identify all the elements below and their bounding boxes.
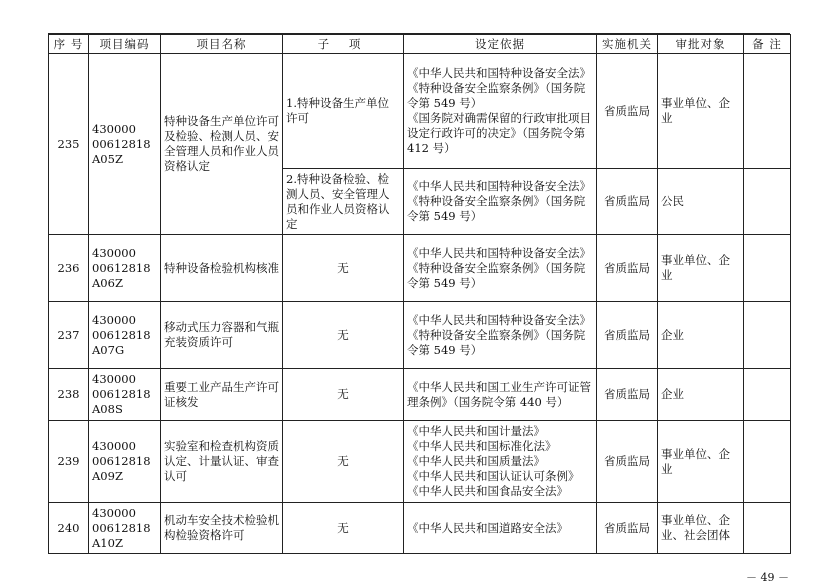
row-code bbox=[89, 54, 161, 235]
row-no: 239 bbox=[49, 421, 89, 503]
row-basis bbox=[404, 503, 597, 554]
row-agency: 省质监局 bbox=[597, 169, 658, 235]
basis-line: 《国务院对确需保留的行政审批项目设定行政许可的决定》（国务院令第 412 号） bbox=[407, 111, 591, 155]
row-remark bbox=[744, 302, 791, 369]
header-row bbox=[49, 35, 791, 54]
basis-line: 《中华人民共和国道路安全法》 bbox=[407, 520, 568, 535]
row-sub: 无 bbox=[283, 235, 404, 302]
row-target: 事业单位、企业 bbox=[658, 235, 744, 302]
basis-line: 《中华人民共和国特种设备安全法》 bbox=[407, 245, 591, 260]
table-row bbox=[49, 369, 791, 421]
row-agency: 省质监局 bbox=[597, 235, 658, 302]
code-line: 430000 bbox=[92, 505, 136, 520]
row-basis bbox=[404, 369, 597, 421]
row-code bbox=[89, 235, 161, 302]
row-remark bbox=[744, 421, 791, 503]
code-line: 00612818 bbox=[92, 260, 151, 275]
row-remark bbox=[744, 503, 791, 554]
row-agency: 省质监局 bbox=[597, 54, 658, 169]
basis-line: 《特种设备安全监察条例》（国务院令第 549 号） bbox=[407, 327, 586, 357]
row-name: 特种设备检验机构核准 bbox=[161, 235, 283, 302]
row-no: 235 bbox=[49, 54, 89, 235]
row-sub: 无 bbox=[283, 421, 404, 503]
table-row bbox=[49, 235, 791, 302]
code-line: A10Z bbox=[92, 535, 123, 550]
row-name: 重要工业产品生产许可证核发 bbox=[161, 369, 283, 421]
basis-line: 《中华人民共和国认证认可条例》 bbox=[407, 469, 580, 483]
header-basis: 设定依据 bbox=[404, 35, 597, 54]
row-agency: 省质监局 bbox=[597, 503, 658, 554]
table-row bbox=[49, 54, 791, 169]
basis-line: 《中华人民共和国食品安全法》 bbox=[407, 484, 568, 498]
row-sub: 2.特种设备检验、检测人员、安全管理人员和作业人员资格认定 bbox=[283, 169, 404, 235]
basis-line: 《中华人民共和国质量法》 bbox=[407, 454, 545, 468]
code-line: 00612818 bbox=[92, 520, 151, 535]
code-line: A08S bbox=[92, 402, 123, 416]
code-line: 430000 bbox=[92, 245, 136, 260]
basis-line: 《中华人民共和国标准化法》 bbox=[407, 439, 557, 453]
row-basis bbox=[404, 169, 597, 235]
row-code bbox=[89, 503, 161, 554]
row-target: 事业单位、企业、社会团体 bbox=[658, 503, 744, 554]
basis-line: 《中华人民共和国计量法》 bbox=[407, 424, 545, 438]
row-target: 事业单位、企业 bbox=[658, 54, 744, 169]
row-remark bbox=[744, 169, 791, 235]
row-basis bbox=[404, 421, 597, 503]
basis-line: 《中华人民共和国特种设备安全法》 bbox=[407, 179, 591, 193]
row-no: 236 bbox=[49, 235, 89, 302]
row-target: 事业单位、企业 bbox=[658, 421, 744, 503]
row-remark bbox=[744, 54, 791, 169]
code-line: 00612818 bbox=[92, 387, 151, 401]
row-no: 240 bbox=[49, 503, 89, 554]
row-sub: 无 bbox=[283, 302, 404, 369]
row-basis bbox=[404, 54, 597, 169]
row-remark bbox=[744, 235, 791, 302]
code-line: A06Z bbox=[92, 275, 123, 290]
header-agency: 实施机关 bbox=[597, 35, 658, 54]
header-code: 项目编码 bbox=[89, 35, 161, 54]
table-row bbox=[49, 503, 791, 554]
row-agency: 省质监局 bbox=[597, 302, 658, 369]
page-number: － 49 － bbox=[746, 571, 789, 584]
row-target: 企业 bbox=[658, 369, 744, 421]
row-no: 238 bbox=[49, 369, 89, 421]
row-no: 237 bbox=[49, 302, 89, 369]
basis-line: 《中华人民共和国特种设备安全法》 bbox=[407, 312, 591, 327]
row-name: 特种设备生产单位许可及检验、检测人员、安全管理人员和作业人员资格认定 bbox=[161, 54, 283, 235]
header-name: 项目名称 bbox=[161, 35, 283, 54]
approval-items-table bbox=[48, 34, 791, 554]
header-sub: 子 项 bbox=[283, 35, 404, 54]
basis-line: 《特种设备安全监察条例》（国务院令第 549 号） bbox=[407, 260, 586, 290]
table-row bbox=[49, 302, 791, 369]
code-line: 00612818 bbox=[92, 454, 151, 468]
basis-line: 《中华人民共和国特种设备安全法》 bbox=[407, 66, 591, 80]
row-name: 实验室和检查机构资质认定、计量认证、审查认可 bbox=[161, 421, 283, 503]
row-code bbox=[89, 302, 161, 369]
code-line: 430000 bbox=[92, 439, 136, 453]
header-no: 序 号 bbox=[49, 35, 89, 54]
row-sub: 无 bbox=[283, 503, 404, 554]
code-line: A09Z bbox=[92, 469, 123, 483]
row-target: 企业 bbox=[658, 302, 744, 369]
row-agency: 省质监局 bbox=[597, 369, 658, 421]
row-name: 机动车安全技术检验机构检验资格许可 bbox=[161, 503, 283, 554]
row-code bbox=[89, 369, 161, 421]
table-row bbox=[49, 421, 791, 503]
row-target: 公民 bbox=[658, 169, 744, 235]
header-remark: 备 注 bbox=[744, 35, 791, 54]
row-sub: 无 bbox=[283, 369, 404, 421]
row-agency: 省质监局 bbox=[597, 421, 658, 503]
header-target: 审批对象 bbox=[658, 35, 744, 54]
row-name: 移动式压力容器和气瓶充装资质许可 bbox=[161, 302, 283, 369]
row-basis bbox=[404, 302, 597, 369]
code-line: 430000 bbox=[92, 372, 136, 386]
basis-line: 《特种设备安全监察条例》（国务院令第 549 号） bbox=[407, 81, 586, 110]
code-line: A05Z bbox=[92, 151, 123, 166]
code-line: 430000 bbox=[92, 121, 136, 136]
row-basis bbox=[404, 235, 597, 302]
code-line: 00612818 bbox=[92, 327, 151, 342]
basis-line: 《中华人民共和国工业生产许可证管理条例》（国务院令第 440 号） bbox=[407, 379, 591, 409]
code-line: 430000 bbox=[92, 312, 136, 327]
code-line: 00612818 bbox=[92, 136, 151, 151]
basis-line: 《特种设备安全监察条例》（国务院令第 549 号） bbox=[407, 194, 586, 223]
row-remark bbox=[744, 369, 791, 421]
row-code bbox=[89, 421, 161, 503]
code-line: A07G bbox=[92, 342, 125, 357]
row-sub: 1.特种设备生产单位许可 bbox=[283, 54, 404, 169]
